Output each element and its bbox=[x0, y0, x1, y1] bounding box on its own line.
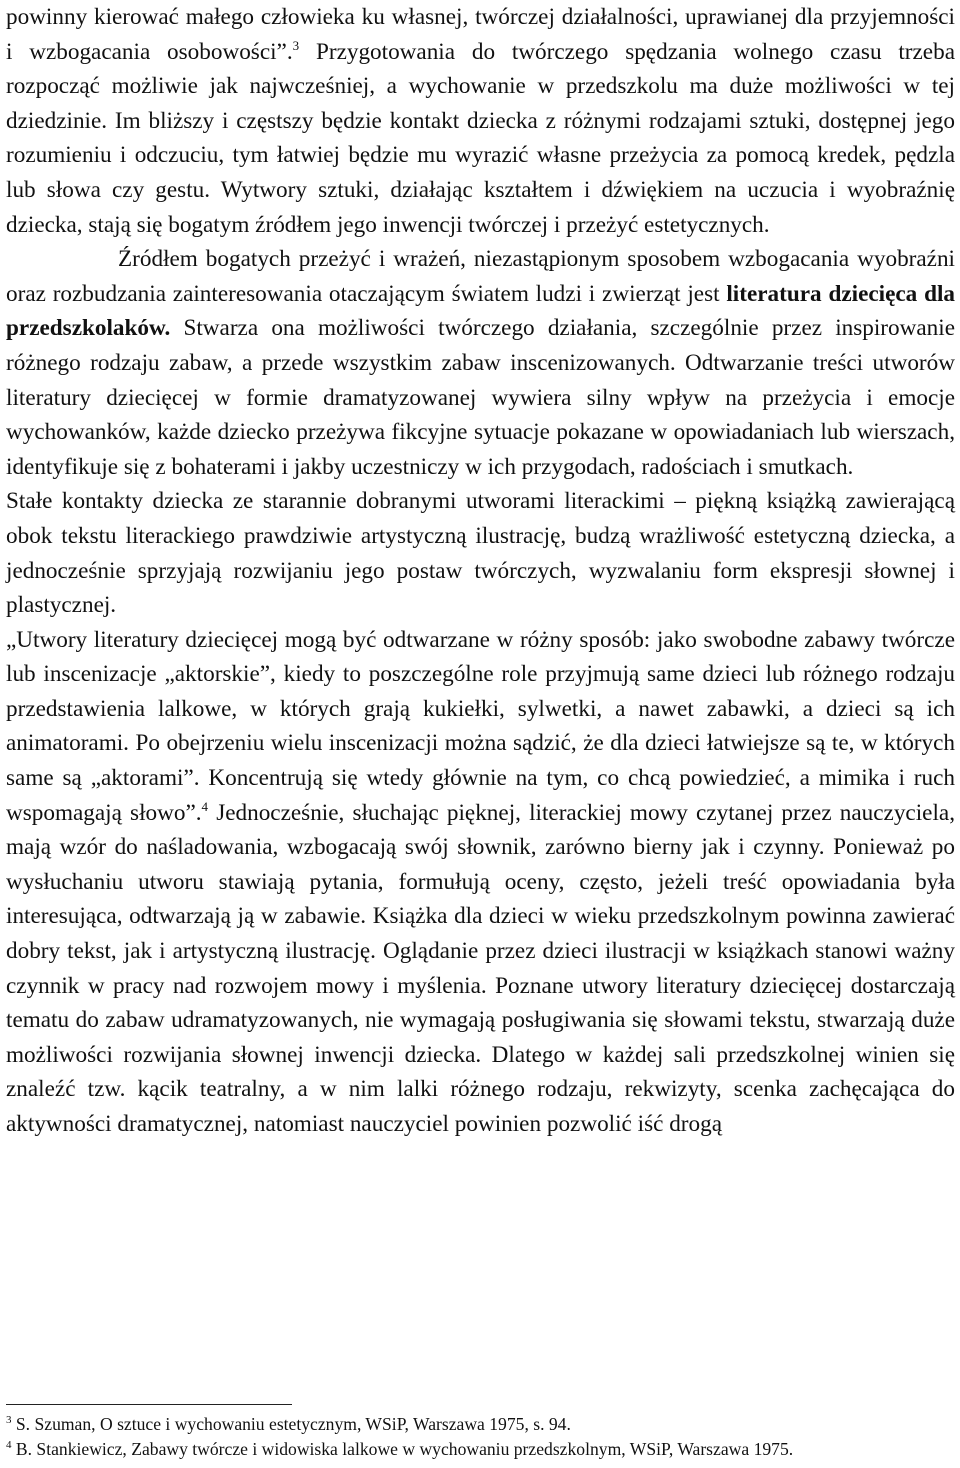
paragraph-3: Stałe kontakty dziecka ze starannie dobranymi utworami literackimi – piękną książką zawierającą obok tekstu literackiego prawdziwie artystyczną ilustrację, budzą wrażliwość estetyczną dziecka, a jednocześnie sprzyjają rozwijaniu jego postaw twórczych, wyzwalaniu form ekspresji słownej i plastycznej. bbox=[6, 488, 955, 619]
paragraph-2-bold-phrase: literatura dziecięca dla przedszkolaków. bbox=[6, 280, 955, 342]
footnote-ref-3: 3 bbox=[292, 37, 300, 53]
footnote-4-text: B. Stankiewicz, Zabawy twórcze i widowiska lalkowe w wychowaniu przedszkolnym, WSiP, Warszawa 1975. bbox=[11, 1439, 794, 1459]
footnote-4-number: 4 bbox=[6, 1439, 12, 1451]
document-body bbox=[6, 0, 955, 1142]
paragraph-4-text-b: Jednocześnie, słuchając pięknej, literackiej mowy czytanej przez nauczyciela, mają wzór do naśladowania, wzbogacają swój słownik, zarówno bierny jak i czynny. Ponieważ po wysłuchaniu utworu stawiają pytania, formułują oceny, często, jeżeli treść opowiadania była interesująca, odtwarzają ją w zabawie. Książka dla dzieci w wieku przedszkolnym powinna zawierać dobry tekst, jak i artystyczną ilustrację. Oglądanie przez dzieci ilustracji w książkach stanowi ważny czynnik w pracy nad rozwojem mowy i myślenia. Poznane utwory literatury dziecięcej dostarczają tematu do zabaw udramatyzowanych, nie wymagają posługiwania się słowami tekstu, stwarzają duże możliwości rozwijania słownej inwencji dziecka. Dlatego w każdej sali przedszkolnej winien się znaleźć tzw. kącik teatralny, a w nim lalki różnego rodzaju, rekwizyty, scenka zachęcająca do aktywności dramatycznej, natomiast nauczyciel powinien pozwolić iść drogą bbox=[6, 799, 955, 1137]
footnote-ref-4: 4 bbox=[201, 798, 209, 814]
paragraph-2-text-a: Źródłem bogatych przeżyć i wrażeń, niezastąpionym sposobem wzbogacania wyobraźni oraz rozbudzania zainteresowania otaczającym światem ludzi i zwierząt jest bbox=[6, 246, 955, 307]
paragraph-1-text-a: powinny kierować małego człowieka ku własnej, twórczej działalności, uprawianej dla przyjemności i wzbogacania osobowości”. bbox=[6, 4, 955, 65]
paragraph-1-text-b: Przygotowania do twórczego spędzania wolnego czasu trzeba rozpocząć możliwie jak najwcześniej, a wychowanie w przedszkolu ma duże możliwości w tej dziedzinie. Im bliższy i częstszy będzie kontakt dziecka z różnymi rodzajami sztuki, dostępnej jego rozumieniu i odczuciu, tym łatwiej będzie mu wyrazić własne przeżycia za pomocą kredek, pędzla lub słowa czy gestu. Wytwory sztuki, działając kształtem i dźwiękiem na uczucia i wyobraźnię dziecka, stają się bogatym źródłem jego inwencji twórczej i przeżyć estetycznych. bbox=[6, 38, 955, 238]
footnote-3-number: 3 bbox=[6, 1414, 12, 1426]
paragraph-2 bbox=[6, 242, 955, 484]
footnote-3 bbox=[6, 1412, 955, 1437]
paragraph-1 bbox=[6, 0, 955, 242]
paragraph-4 bbox=[6, 623, 955, 1142]
footnotes bbox=[6, 1412, 955, 1462]
footnote-3-text: S. Szuman, O sztuce i wychowaniu estetycznym, WSiP, Warszawa 1975, s. 94. bbox=[11, 1414, 571, 1434]
paragraph-4-text-a: „Utwory literatury dziecięcej mogą być odtwarzane w różny sposób: jako swobodne zabawy twórcze lub inscenizacje „aktorskie”, kiedy to poszczególne role przyjmują same dzieci lub różnego rodzaju przedstawienia lalkowe, w których grają kukiełki, sylwetki, a nawet zabawki, a dzieci są ich animatorami. Po obejrzeniu wielu inscenizacji można sądzić, że dla dzieci łatwiejsze są te, w których same są „aktorami”. Koncentrują się wtedy głównie na tym, co chcą powiedzieć, a mimika i ruch wspomagają słowo”. bbox=[6, 626, 955, 826]
paragraph-2-text-b: Stwarza ona możliwości twórczego działania, szczególnie przez inspirowanie różnego rodzaju zabaw, a przede wszystkim zabaw inscenizowanych. Odtwarzanie treści utworów literatury dziecięcej w formie dramatyzowanej wywiera silny wpływ na przeżycia i emocje wychowanków, każde dziecko przeżywa fikcyjne sytuacje pokazane w opowiadaniach lub wierszach, identyfikuje się z bohaterami i jakby uczestniczy w ich przygodach, radościach i smutkach. bbox=[6, 315, 955, 480]
footnote-4 bbox=[6, 1437, 955, 1462]
footnote-separator bbox=[6, 1404, 292, 1405]
